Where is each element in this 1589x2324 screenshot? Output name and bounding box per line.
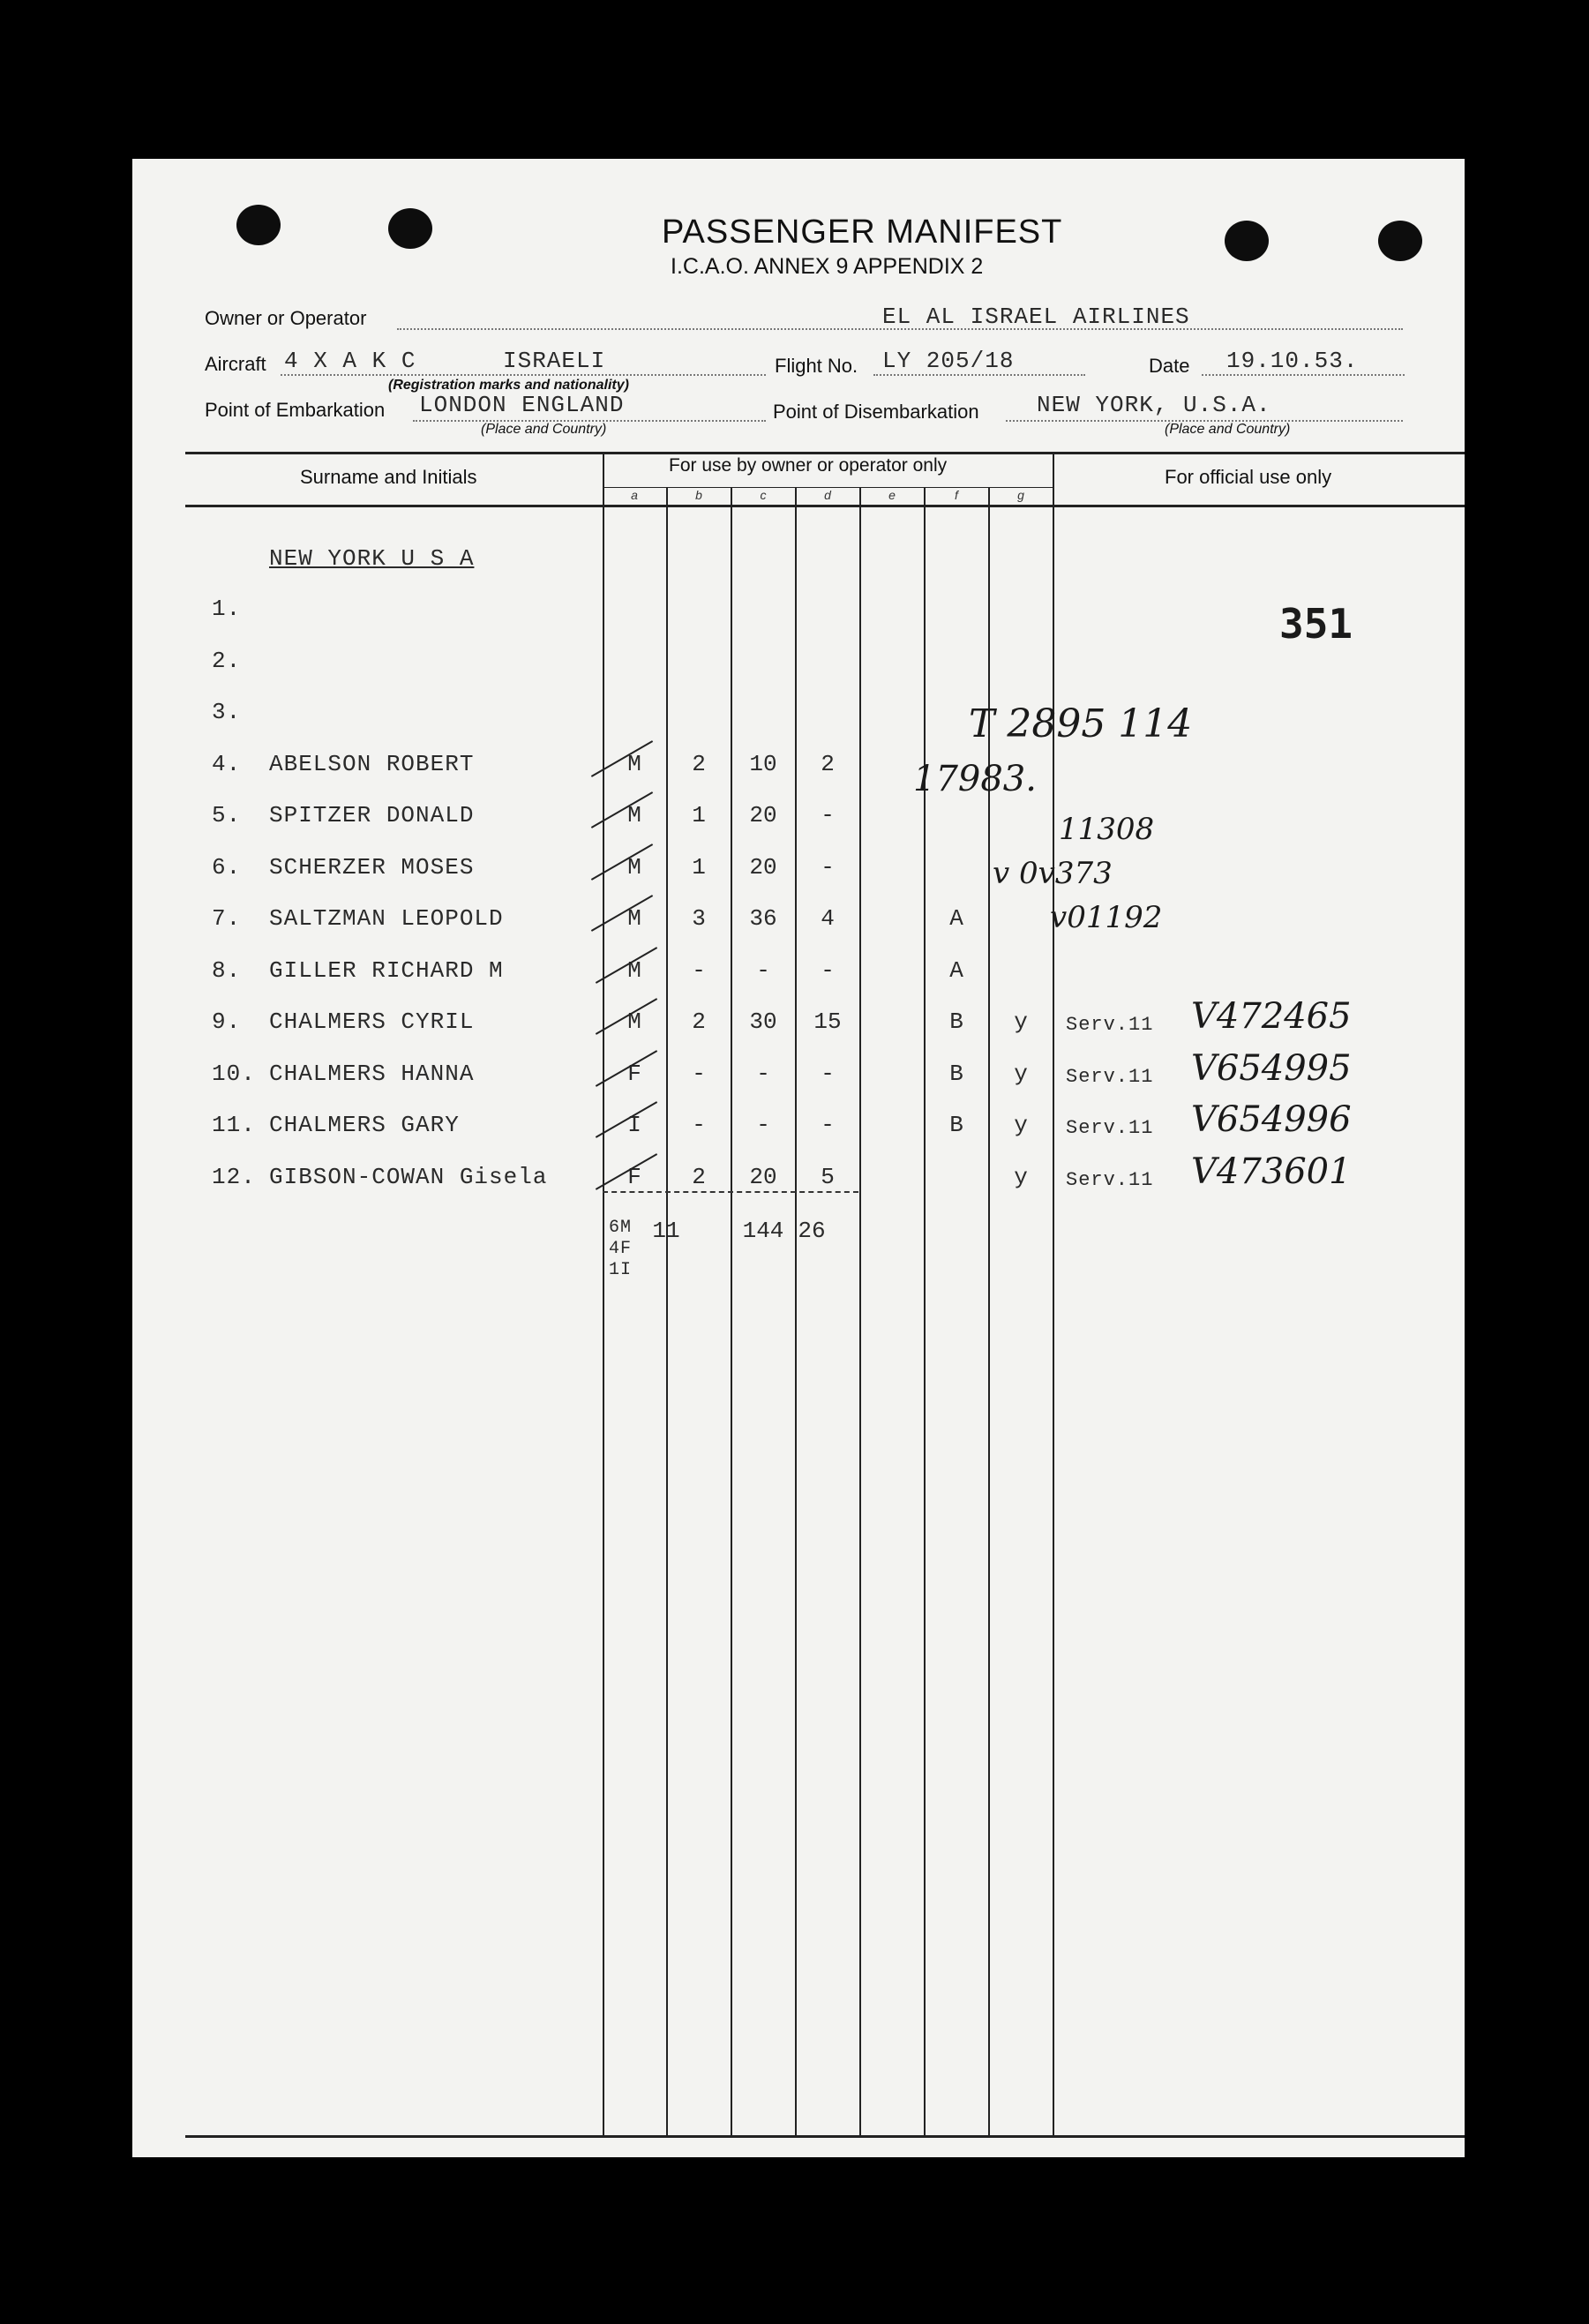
subcol-e: e	[888, 488, 896, 502]
cell-d: 5	[821, 1164, 835, 1190]
row-number: 10.	[212, 1061, 256, 1087]
cell-d: -	[821, 1061, 835, 1087]
date-label: Date	[1149, 355, 1190, 377]
passenger-name: ABELSON ROBERT	[269, 751, 475, 777]
cell-d: 2	[821, 751, 835, 777]
handwritten-note: T 2895 114	[969, 701, 1193, 746]
cell-c: 10	[749, 751, 777, 777]
row-number: 9.	[212, 1008, 242, 1035]
col-divider	[666, 487, 668, 2138]
col-divider	[924, 487, 926, 2138]
cell-d: 4	[821, 905, 835, 932]
cell-a: M	[627, 751, 641, 777]
total-d: 26	[798, 1218, 826, 1244]
handwritten-note: 17983.	[913, 759, 1037, 799]
punch-hole	[1225, 221, 1269, 261]
row-number: 4.	[212, 751, 242, 777]
cell-g: y	[1014, 1061, 1028, 1087]
row-number: 11.	[212, 1112, 256, 1138]
cell-f: A	[949, 905, 963, 932]
col-divider	[859, 487, 861, 2138]
cell-c: 20	[749, 1164, 777, 1190]
row-number: 5.	[212, 802, 242, 828]
page-title: PASSENGER MANIFEST	[662, 214, 1063, 251]
flight-dotline	[873, 374, 1085, 376]
table-bottom-rule	[185, 2135, 1465, 2138]
cell-a: M	[627, 1008, 641, 1035]
cell-f: B	[949, 1061, 963, 1087]
col-official-header: For official use only	[1165, 466, 1332, 488]
cell-a: M	[627, 854, 641, 881]
cell-b: 2	[692, 1008, 706, 1035]
cell-b: -	[692, 1061, 706, 1087]
col-name-header: Surname and Initials	[300, 466, 477, 488]
page-number: 351	[1279, 600, 1353, 648]
punch-hole	[1378, 221, 1422, 261]
date-dotline	[1202, 374, 1405, 376]
cell-c: 20	[749, 854, 777, 881]
official-number: V473601	[1191, 1151, 1352, 1192]
total-a-line-3: 1I	[609, 1260, 633, 1280]
handwritten-note: v 0v373	[993, 856, 1113, 891]
cell-c: 20	[749, 802, 777, 828]
official-number: V654996	[1191, 1099, 1352, 1140]
row-number: 3.	[212, 699, 242, 725]
aircraft-dotline	[281, 374, 766, 376]
subcol-d: d	[824, 488, 831, 502]
registration-note: (Registration marks and nationality)	[388, 378, 629, 393]
nationality-value: ISRAELI	[503, 348, 606, 374]
cell-f: A	[949, 957, 963, 984]
cell-b: 1	[692, 802, 706, 828]
row-number: 2.	[212, 648, 242, 674]
cell-d: -	[821, 957, 835, 984]
subcol-c: c	[760, 488, 767, 502]
flight-value: LY 205/18	[882, 348, 1015, 374]
aircraft-value: 4 X A K C	[284, 348, 416, 374]
col-divider	[603, 454, 604, 2138]
serv-code: Serv.11	[1066, 1066, 1154, 1088]
page-subtitle: I.C.A.O. ANNEX 9 APPENDIX 2	[671, 254, 984, 279]
total-a-line-2: 4F	[609, 1239, 633, 1259]
cell-f: B	[949, 1112, 963, 1138]
handwritten-note: v01192	[1050, 900, 1163, 935]
cell-f: B	[949, 1008, 963, 1035]
cell-d: 15	[813, 1008, 842, 1035]
cell-d: -	[821, 802, 835, 828]
col-owner-header: For use by owner or operator only	[669, 455, 948, 476]
subcol-g: g	[1017, 488, 1024, 502]
col-divider	[731, 487, 732, 2138]
cell-g: y	[1014, 1008, 1028, 1035]
row-number: 7.	[212, 905, 242, 932]
date-value: 19.10.53.	[1226, 348, 1359, 374]
cell-c: -	[756, 957, 770, 984]
subcol-a: a	[631, 488, 638, 502]
owner-value: EL AL ISRAEL AIRLINES	[882, 304, 1190, 330]
table-header-rule	[185, 505, 1465, 507]
cell-d: -	[821, 1112, 835, 1138]
section-heading: NEW YORK U S A	[269, 545, 475, 572]
table-top-rule	[185, 452, 1465, 454]
cell-a: M	[627, 905, 641, 932]
row-number: 8.	[212, 957, 242, 984]
cell-a: M	[627, 957, 641, 984]
subcol-f: f	[955, 488, 958, 502]
cell-b: 1	[692, 854, 706, 881]
passenger-name: SCHERZER MOSES	[269, 854, 475, 881]
disembarkation-note: (Place and Country)	[1165, 422, 1291, 437]
col-divider	[795, 487, 797, 2138]
serv-code: Serv.11	[1066, 1169, 1154, 1191]
cell-g: y	[1014, 1112, 1028, 1138]
passenger-name: GIBSON-COWAN Gisela	[269, 1164, 548, 1190]
cell-d: -	[821, 854, 835, 881]
punch-hole	[236, 205, 281, 245]
cell-b: 3	[692, 905, 706, 932]
row-number: 6.	[212, 854, 242, 881]
cell-c: -	[756, 1112, 770, 1138]
passenger-name: SPITZER DONALD	[269, 802, 475, 828]
total-c: 144	[742, 1218, 784, 1244]
passenger-name: CHALMERS CYRIL	[269, 1008, 475, 1035]
passenger-name: GILLER RICHARD M	[269, 957, 504, 984]
totals-rule	[603, 1191, 858, 1193]
cell-a: F	[627, 1164, 641, 1190]
cell-c: 36	[749, 905, 777, 932]
embarkation-note: (Place and Country)	[481, 422, 607, 437]
total-a-line-1: 6M	[609, 1218, 633, 1238]
disembarkation-value: NEW YORK, U.S.A.	[1037, 392, 1271, 418]
handwritten-note: 11308	[1059, 812, 1155, 847]
cell-b: -	[692, 957, 706, 984]
official-number: V472465	[1191, 996, 1352, 1037]
manifest-page	[132, 159, 1465, 2157]
official-number: V654995	[1191, 1048, 1352, 1089]
cell-a: I	[627, 1112, 641, 1138]
cell-g: y	[1014, 1164, 1028, 1190]
serv-code: Serv.11	[1066, 1117, 1154, 1139]
cell-c: 30	[749, 1008, 777, 1035]
cell-a: M	[627, 802, 641, 828]
subcol-b: b	[695, 488, 702, 502]
serv-code: Serv.11	[1066, 1014, 1154, 1036]
total-b: 11	[652, 1218, 680, 1244]
row-number: 12.	[212, 1164, 256, 1190]
cell-a: F	[627, 1061, 641, 1087]
cell-c: -	[756, 1061, 770, 1087]
passenger-name: CHALMERS GARY	[269, 1112, 460, 1138]
punch-hole	[388, 208, 432, 249]
cell-b: 2	[692, 751, 706, 777]
aircraft-label: Aircraft	[205, 353, 266, 375]
embarkation-label: Point of Embarkation	[205, 399, 386, 421]
row-number: 1.	[212, 596, 242, 622]
passenger-name: SALTZMAN LEOPOLD	[269, 905, 504, 932]
disembarkation-label: Point of Disembarkation	[773, 401, 979, 423]
passenger-name: CHALMERS HANNA	[269, 1061, 475, 1087]
owner-label: Owner or Operator	[205, 307, 367, 329]
cell-b: 2	[692, 1164, 706, 1190]
flight-label: Flight No.	[775, 355, 858, 377]
cell-b: -	[692, 1112, 706, 1138]
embarkation-value: LONDON ENGLAND	[419, 392, 625, 418]
